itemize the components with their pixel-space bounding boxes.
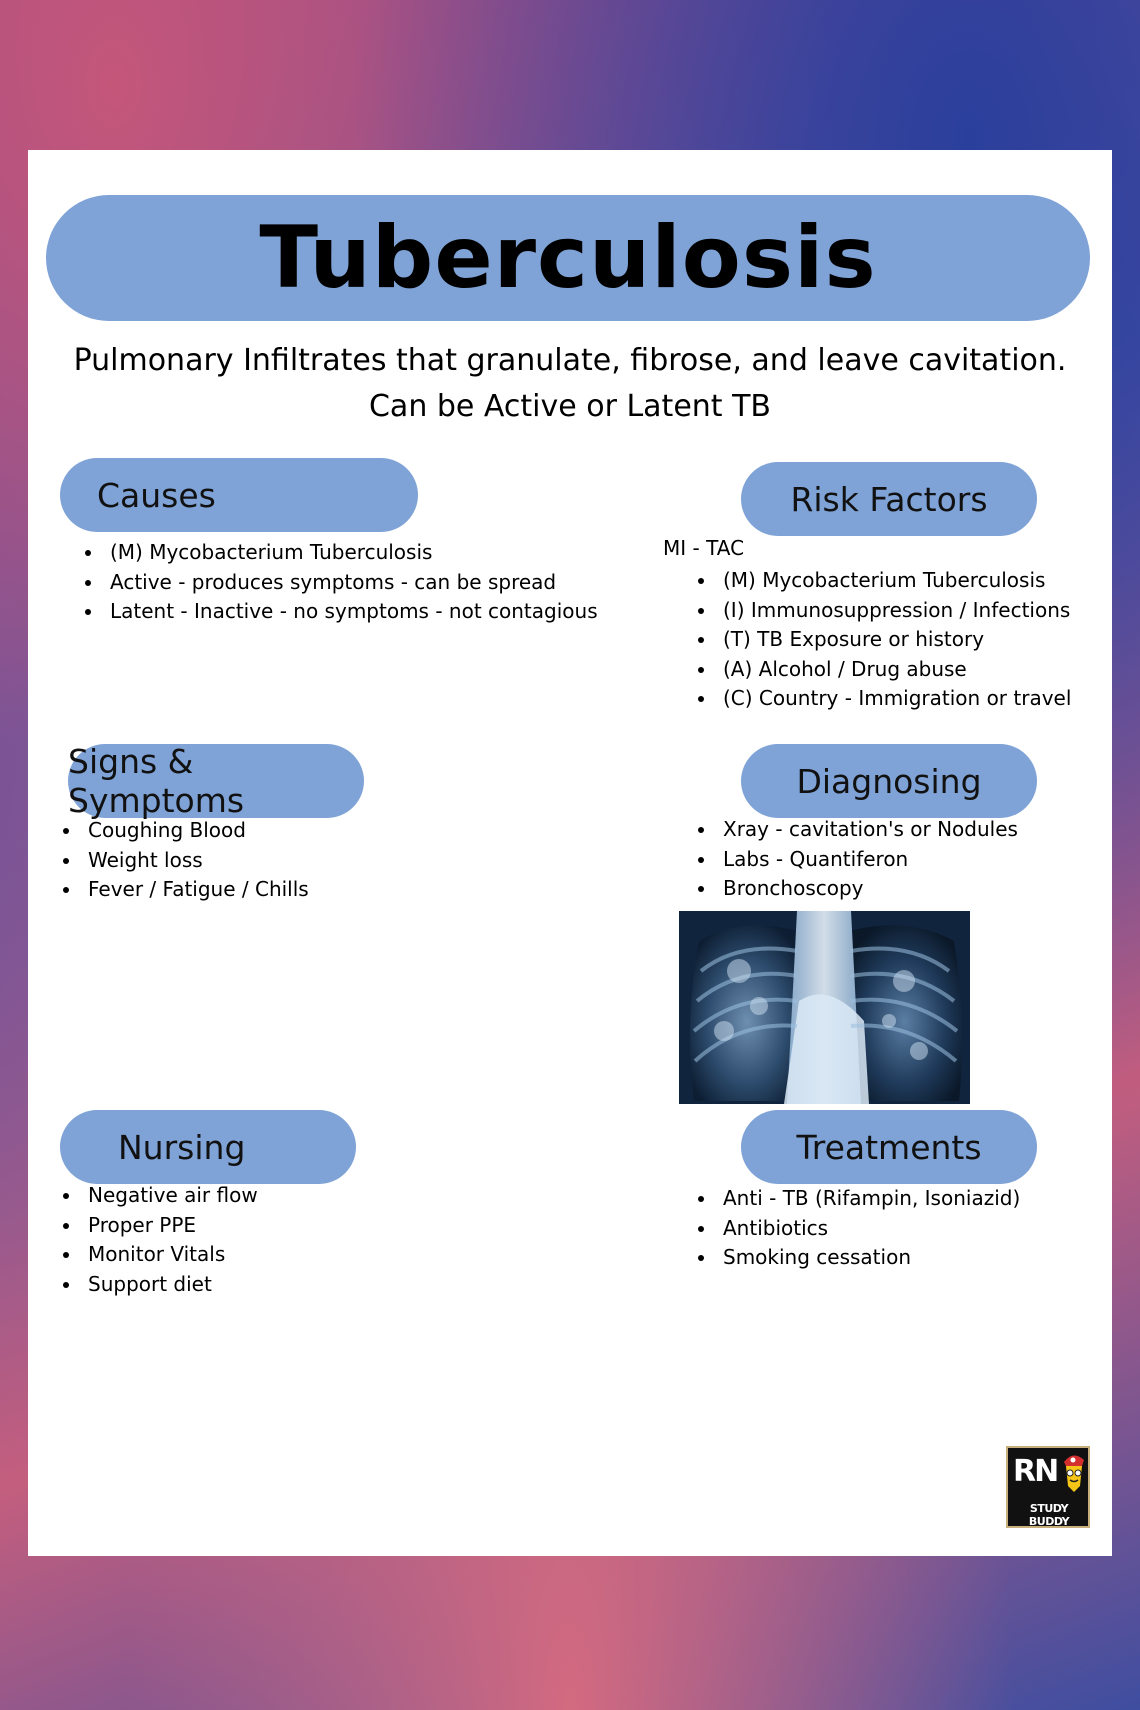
- list-item: • Smoking cessation: [717, 1243, 1020, 1273]
- causes-heading-pill: [60, 458, 418, 532]
- list-item: • Active - produces symptoms - can be spread: [104, 568, 598, 598]
- list-item: • Support diet: [82, 1270, 258, 1300]
- diagnosing-heading-pill: [741, 744, 1037, 818]
- list-item: • Proper PPE: [82, 1211, 258, 1241]
- subtitle: [28, 338, 1112, 430]
- list-item: • Fever / Fatigue / Chills: [82, 875, 309, 905]
- page-title: Tuberculosis: [259, 208, 877, 308]
- list-item: • (M) Mycobacterium Tuberculosis: [717, 566, 1071, 596]
- diagnosing-list: [693, 815, 1018, 904]
- list-item: • Bronchoscopy: [717, 874, 1018, 904]
- list-item: • (M) Mycobacterium Tuberculosis: [104, 538, 598, 568]
- treatments-heading-pill: [741, 1110, 1037, 1184]
- signs-symptoms-heading-pill: [68, 744, 364, 818]
- rn-study-buddy-logo: [1006, 1446, 1090, 1528]
- nursing-heading: Nursing: [118, 1127, 246, 1167]
- list-item: • Xray - cavitation's or Nodules: [717, 815, 1018, 845]
- list-item: • Negative air flow: [82, 1181, 258, 1211]
- list-item: • Labs - Quantiferon: [717, 845, 1018, 875]
- causes-list: [80, 538, 598, 627]
- list-item: • Weight loss: [82, 846, 309, 876]
- list-item: • (T) TB Exposure or history: [717, 625, 1071, 655]
- nursing-heading-pill: [60, 1110, 356, 1184]
- treatments-heading: Treatments: [796, 1127, 982, 1167]
- signs-symptoms-list: [58, 816, 309, 905]
- list-item: • Antibiotics: [717, 1214, 1020, 1244]
- list-item: • (I) Immunosuppression / Infections: [717, 596, 1071, 626]
- chest-xray-image: [679, 911, 970, 1104]
- signs-symptoms-heading: Signs & Symptoms: [68, 742, 245, 820]
- pencil-mascot-icon: [1058, 1452, 1088, 1492]
- list-item: • Monitor Vitals: [82, 1240, 258, 1270]
- causes-heading: Causes: [97, 475, 216, 515]
- nursing-list: [58, 1181, 258, 1299]
- list-item: • Latent - Inactive - no symptoms - not contagious: [104, 597, 598, 627]
- list-item: • (A) Alcohol / Drug abuse: [717, 655, 1071, 685]
- subtitle-line-1: Pulmonary Infiltrates that granulate, fibrose, and leave cavitation.: [73, 343, 1067, 378]
- title-banner: [46, 195, 1090, 321]
- diagnosing-heading: Diagnosing: [796, 761, 982, 801]
- risk-factors-list: [693, 566, 1071, 714]
- poster: [28, 150, 1112, 1556]
- treatments-list: [693, 1184, 1020, 1273]
- list-item: • Coughing Blood: [82, 816, 309, 846]
- subtitle-line-2: Can be Active or Latent TB: [368, 389, 771, 424]
- risk-factors-mnemonic: MI - TAC: [663, 536, 745, 560]
- list-item: • Anti - TB (Rifampin, Isoniazid): [717, 1184, 1020, 1214]
- logo-rn-text: RN: [1013, 1454, 1058, 1489]
- risk-factors-heading: Risk Factors: [790, 479, 988, 519]
- list-item: • (C) Country - Immigration or travel: [717, 684, 1071, 714]
- logo-study-buddy-text: STUDY BUDDY: [1028, 1502, 1070, 1528]
- risk-factors-heading-pill: [741, 462, 1037, 536]
